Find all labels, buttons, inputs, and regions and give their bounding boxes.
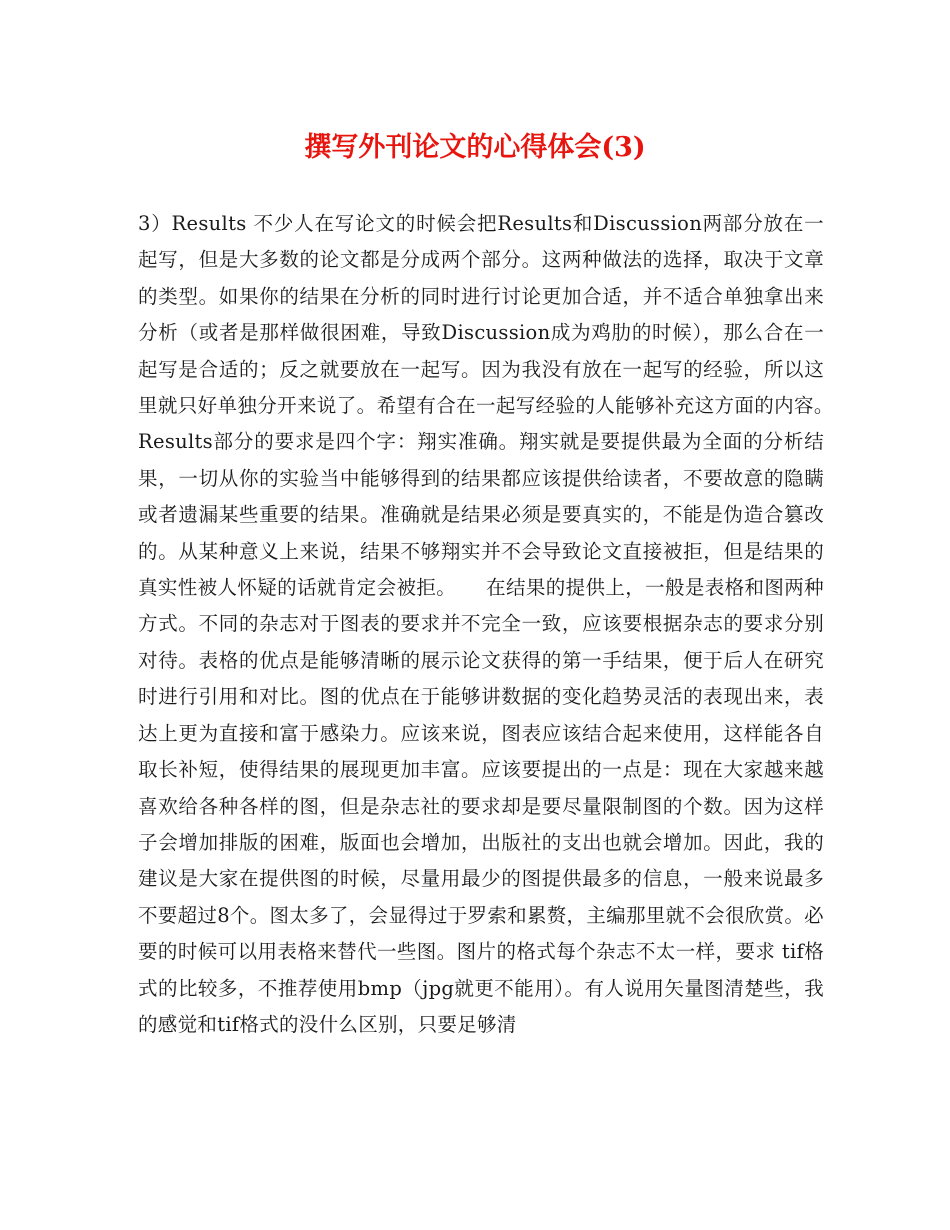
document-title: 撰写外刊论文的心得体会(3) (304, 132, 646, 163)
document-body-paragraph: 3）Results 不少人在写论文的时候会把Results和Discussion两部分放在一起写，但是大多数的论文都是分成两个部分。这两种做法的选择，取决于文章的类型。如果你的结果在分析的同时进行讨论更加合适，并不适合单独拿出来分析（或者是那样做很困难，导致Discussion成为鸡肋的时候），那么合在一起写是合适的；反之就要放在一起写。因为我没有放在一起写的经验，所以这里就只好单独分开来说了。希望有合在一起写经验的人能够补充这方面的内容。 Results部分的要求是四个字：翔实准确。翔实就是要提供最为全面的分析结果，一切从你的实验当中能够得到的结果都应该提供给读者，不要故意的隐瞒或者遗漏某些重要的结果。准确就是结果必须是要真实的，不能是伪造合篡改的。从某种意义上来说，结果不够翔实并不会导致论文直接被拒，但是结果的真实性被人怀疑的话就肯定会被拒。 在结果的提供上，一般是表格和图两种方式。不同的杂志对于图表的要求并不完全一致，应该要根据杂志的要求分别对待。表格的优点是能够清晰的展示论文获得的第一手结果，便于后人在研究时进行引用和对比。图的优点在于能够讲数据的变化趋势灵活的表现出来，表达上更为直接和富于感染力。应该来说，图表应该结合起来使用，这样能各自取长补短，使得结果的展现更加丰富。应该要提出的一点是：现在大家越来越喜欢给各种各样的图，但是杂志社的要求却是要尽量限制图的个数。因为这样子会增加排版的困难，版面也会增加，出版社的支出也就会增加。因此，我的建议是大家在提供图的时候，尽量用最少的图提供最多的信息，一般来说最多不要超过8个。图太多了，会显得过于罗索和累赘，主编那里就不会很欣赏。必要的时候可以用表格来替代一些图。图片的格式每个杂志不太一样，要求 tif格式的比较多，不推荐使用bmp（jpg就更不能用）。有人说用矢量图清楚些，我的感觉和tif格式的没什么区别，只要足够清 (138, 212, 884, 1036)
